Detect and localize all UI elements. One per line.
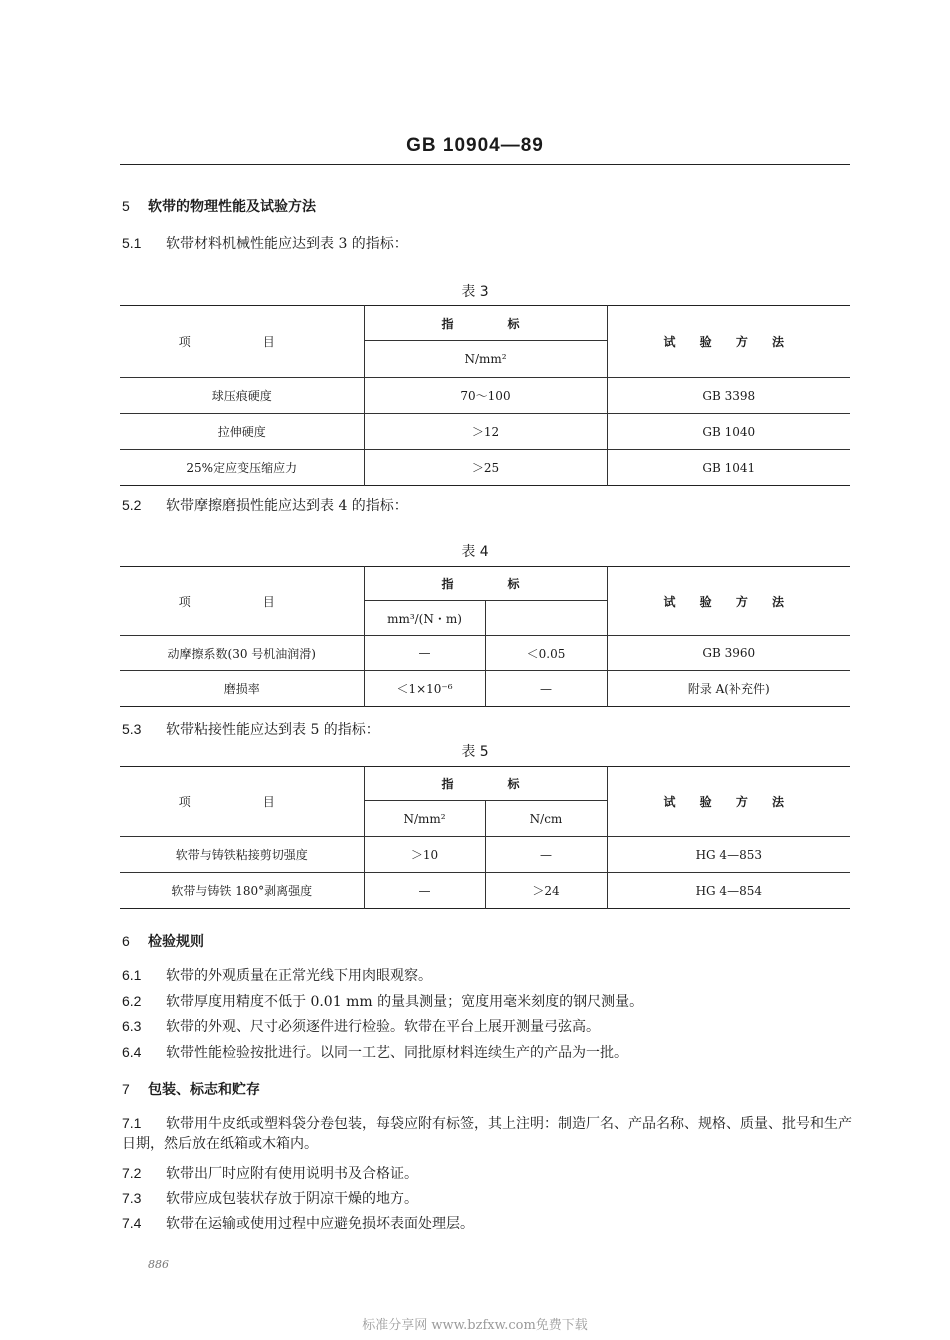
watermark: 标准分享网 www.bzfxw.com免费下载	[362, 1318, 588, 1333]
table-row	[120, 378, 850, 414]
value-cell-2: ＞24	[485, 873, 607, 909]
method-cell: GB 1040	[607, 414, 850, 450]
clause-number: 7.3	[122, 1190, 142, 1206]
method-cell: HG 4—854	[607, 873, 850, 909]
table-3-caption: 表 3	[461, 284, 489, 300]
standard-code: GB 10904—89	[406, 135, 544, 156]
col-item-header: 项 目	[120, 567, 364, 636]
section-number: 7	[122, 1081, 130, 1097]
section-5-heading	[122, 196, 316, 216]
item-cell: 25%定应变压缩应力	[120, 450, 364, 486]
unit-cell-1: mm³/(N・m)	[364, 601, 485, 636]
section-6-heading	[122, 931, 204, 951]
clause-number: 6.4	[122, 1044, 142, 1060]
section-title: 包装、标志和贮存	[148, 1082, 260, 1098]
clause-number: 5.1	[122, 235, 142, 251]
clause-text: 软带摩擦磨损性能应达到表 4 的指标：	[166, 498, 408, 514]
clause-number: 5.2	[122, 497, 142, 513]
item-cell: 动摩擦系数(30 号机油润滑)	[120, 636, 364, 671]
unit-cell: N/mm²	[364, 341, 607, 378]
value-cell-2: —	[485, 671, 607, 707]
col-index-header: 指 标	[364, 306, 607, 341]
col-method-header: 试 验 方 法	[607, 767, 850, 837]
clause-5-2	[122, 495, 408, 515]
section-title: 软带的物理性能及试验方法	[148, 199, 316, 215]
clause-text: 软带在运输或使用过程中应避免损坏表面处理层。	[166, 1216, 474, 1232]
col-method-header: 试 验 方 法	[607, 306, 850, 378]
clause-text: 软带粘接性能应达到表 5 的指标：	[166, 722, 380, 738]
clause-7-1	[122, 1113, 857, 1154]
clause-text: 软带出厂时应附有使用说明书及合格证。	[166, 1166, 418, 1182]
clause-6-2	[122, 991, 643, 1011]
clause-number: 5.3	[122, 721, 142, 737]
value-cell-1: ＜1×10⁻⁶	[364, 671, 485, 707]
section-number: 5	[122, 198, 130, 214]
clause-text: 软带厚度用精度不低于 0.01 mm 的量具测量；宽度用毫米刻度的钢尺测量。	[166, 994, 644, 1010]
value-cell: 70～100	[364, 378, 607, 414]
table-5-caption: 表 5	[461, 744, 489, 760]
item-cell: 软带与铸铁粘接剪切强度	[120, 837, 364, 873]
item-cell: 拉伸硬度	[120, 414, 364, 450]
table-row	[120, 873, 850, 909]
clause-5-1	[122, 233, 408, 253]
col-item-header: 项 目	[120, 767, 364, 837]
clause-6-1	[122, 965, 432, 985]
table-row	[120, 450, 850, 486]
table-3	[120, 305, 850, 486]
table-4	[120, 566, 850, 707]
method-cell: GB 3398	[607, 378, 850, 414]
clause-text: 软带性能检验按批进行。以同一工艺、同批原材料连续生产的产品为一批。	[166, 1045, 628, 1061]
value-cell-2: —	[485, 837, 607, 873]
section-7-heading	[122, 1079, 260, 1099]
col-method-header: 试 验 方 法	[607, 567, 850, 636]
value-cell-1: ＞10	[364, 837, 485, 873]
clause-number: 7.2	[122, 1165, 142, 1181]
table-5	[120, 766, 850, 909]
section-title: 检验规则	[148, 934, 204, 950]
clause-6-4	[122, 1042, 628, 1062]
unit-cell-2: N/cm	[485, 801, 607, 837]
clause-text: 软带用牛皮纸或塑料袋分卷包装，每袋应附有标签，其上注明：制造厂名、产品名称、规格、质量、批号和生产日期，然后放在纸箱或木箱内。	[122, 1116, 852, 1152]
table-row	[120, 671, 850, 707]
method-cell: GB 3960	[607, 636, 850, 671]
clause-text: 软带的外观、尺寸必须逐件进行检验。软带在平台上展开测量弓弦高。	[166, 1019, 600, 1035]
clause-7-3	[122, 1188, 418, 1208]
table-row	[120, 414, 850, 450]
clause-number: 7.4	[122, 1215, 142, 1231]
method-cell: 附录 A(补充件)	[607, 671, 850, 707]
clause-number: 6.3	[122, 1018, 142, 1034]
col-index-header: 指 标	[364, 767, 607, 801]
value-cell-1: —	[364, 636, 485, 671]
clause-text: 软带应成包装状存放于阴凉干燥的地方。	[166, 1191, 418, 1207]
clause-6-3	[122, 1016, 600, 1036]
value-cell-1: —	[364, 873, 485, 909]
table-row	[120, 837, 850, 873]
clause-5-3	[122, 719, 380, 739]
item-cell: 球压痕硬度	[120, 378, 364, 414]
value-cell: ＞25	[364, 450, 607, 486]
clause-text: 软带的外观质量在正常光线下用肉眼观察。	[166, 968, 432, 984]
clause-text: 软带材料机械性能应达到表 3 的指标：	[166, 236, 408, 252]
clause-number: 6.1	[122, 967, 142, 983]
table-row	[120, 636, 850, 671]
header-rule	[120, 164, 850, 165]
item-cell: 磨损率	[120, 671, 364, 707]
section-number: 6	[122, 933, 130, 949]
unit-cell-2	[485, 601, 607, 636]
clause-number: 7.1	[122, 1115, 142, 1131]
method-cell: HG 4—853	[607, 837, 850, 873]
item-cell: 软带与铸铁 180°剥离强度	[120, 873, 364, 909]
col-index-header: 指 标	[364, 567, 607, 601]
clause-7-2	[122, 1163, 418, 1183]
table-4-caption: 表 4	[461, 544, 489, 560]
clause-7-4	[122, 1213, 474, 1233]
value-cell: ＞12	[364, 414, 607, 450]
unit-cell-1: N/mm²	[364, 801, 485, 837]
page-number: 886	[148, 1258, 169, 1271]
clause-number: 6.2	[122, 993, 142, 1009]
value-cell-2: ＜0.05	[485, 636, 607, 671]
col-item-header: 项 目	[120, 306, 364, 378]
method-cell: GB 1041	[607, 450, 850, 486]
